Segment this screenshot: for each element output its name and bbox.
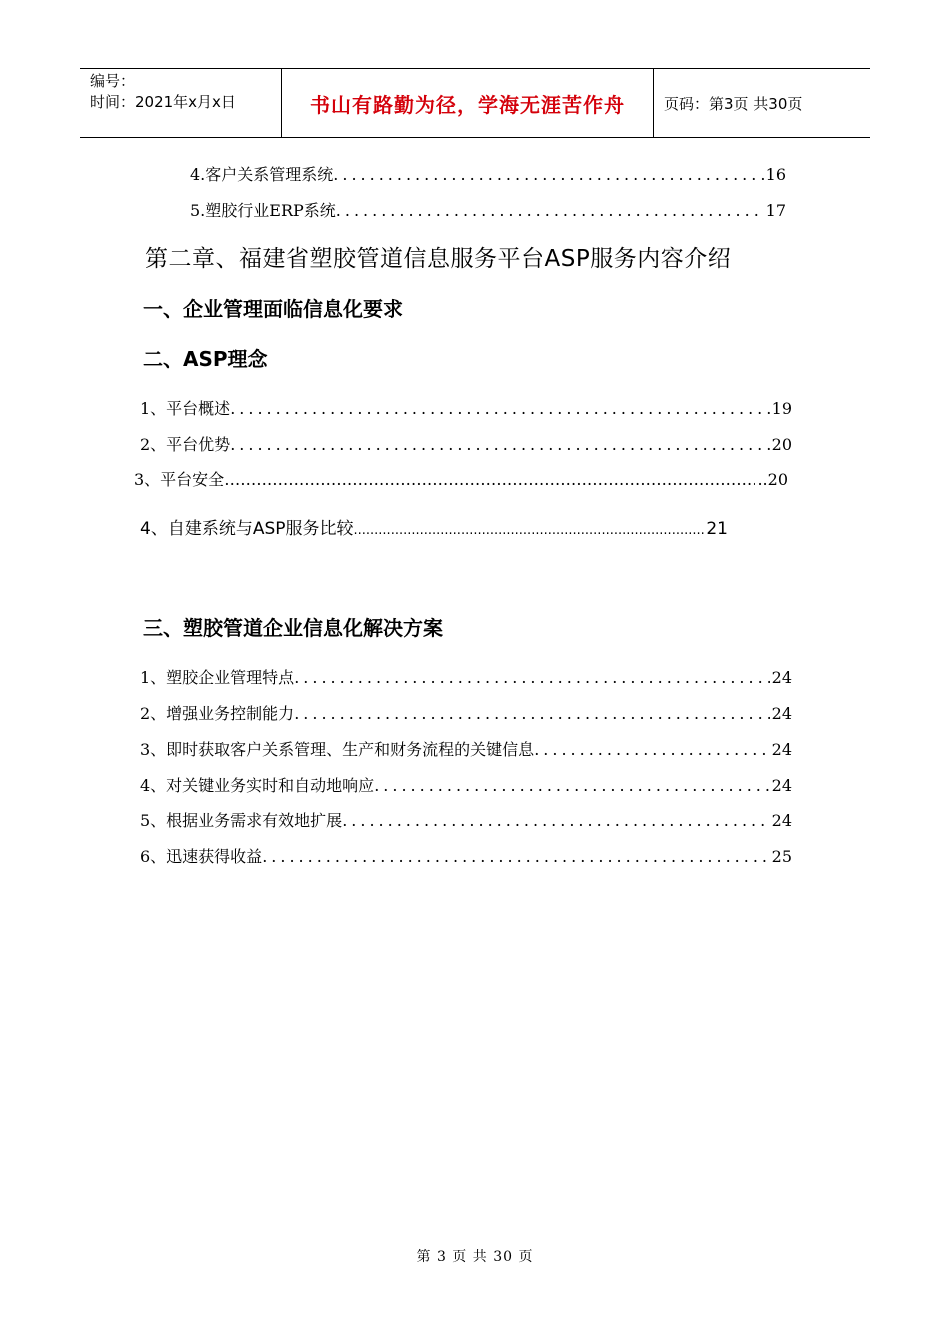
toc-entry-page: 25 — [771, 847, 792, 866]
header-meta — [80, 69, 282, 137]
toc-entry[interactable] — [140, 773, 792, 796]
toc-entry-page: 16 — [765, 165, 786, 184]
toc-leader — [224, 470, 755, 489]
number-label: 编号： — [90, 72, 136, 90]
toc-entry[interactable] — [140, 737, 792, 760]
toc-entry[interactable] — [140, 396, 792, 419]
toc-entry-page: 19 — [771, 399, 792, 418]
toc-entry[interactable] — [140, 808, 792, 831]
toc-entry-label: 1、平台概述 — [140, 399, 231, 418]
toc-leader — [354, 523, 705, 538]
section-title-1: 一、企业管理面临信息化要求 — [143, 297, 403, 321]
chapter-title: 第二章、福建省塑胶管道信息服务平台ASP服务内容介绍 — [145, 246, 732, 272]
toc-entry-page: 24 — [771, 776, 792, 795]
toc-leader — [230, 435, 769, 454]
toc-entry-label: 5.塑胶行业ERP系统 — [190, 201, 336, 220]
toc-entry[interactable] — [140, 665, 792, 688]
toc-entry[interactable] — [140, 432, 792, 455]
toc-entry-label: 4.客户关系管理系统 — [190, 165, 334, 184]
toc-entry[interactable] — [190, 162, 786, 185]
toc-entry-page: ..20 — [757, 470, 788, 489]
toc-entry[interactable] — [190, 198, 786, 221]
toc-entry-page: 21 — [706, 519, 728, 539]
toc-entry-label: 4、自建系统与ASP服务比较 — [140, 519, 354, 539]
toc-entry[interactable] — [140, 514, 728, 539]
toc-entry-label: 1、塑胶企业管理特点 — [140, 668, 295, 687]
toc-leader — [262, 847, 769, 866]
page-footer: 第 3 页 共 30 页 — [416, 1249, 534, 1265]
header-page-info: 页码：第3页 共30页 — [664, 94, 803, 113]
section-title-2: 二、ASP理念 — [143, 347, 268, 371]
toc-entry-label: 6、迅速获得收益 — [140, 847, 263, 866]
toc-entry[interactable] — [140, 701, 792, 724]
toc-leader — [294, 668, 769, 687]
toc-leader — [333, 165, 763, 184]
page-header — [80, 68, 870, 138]
section-title-3: 三、塑胶管道企业信息化解决方案 — [143, 616, 443, 640]
toc-entry[interactable] — [140, 844, 792, 867]
time-label: 时间：2021年x月x日 — [90, 93, 236, 111]
toc-leader — [336, 201, 764, 220]
toc-entry-label: 3、即时获取客户关系管理、生产和财务流程的关键信息 — [140, 740, 535, 759]
toc-entry-label: 3、平台安全 — [134, 470, 225, 489]
toc-leader — [534, 740, 769, 759]
toc-leader — [230, 399, 769, 418]
toc-leader — [294, 704, 769, 723]
toc-entry-page: 20 — [771, 435, 792, 454]
toc-leader — [374, 776, 769, 795]
toc-entry-page: 17 — [765, 201, 786, 220]
toc-entry-label: 2、增强业务控制能力 — [140, 704, 295, 723]
toc-entry-label: 2、平台优势 — [140, 435, 231, 454]
toc-entry-page: 24 — [771, 668, 792, 687]
toc-entry-page: 24 — [771, 704, 792, 723]
toc-entry-label: 4、对关键业务实时和自动地响应 — [140, 776, 375, 795]
header-motto: 书山有路勤为径，学海无涯苦作舟 — [282, 69, 654, 137]
toc-entry[interactable] — [134, 467, 788, 490]
toc-entry-label: 5、根据业务需求有效地扩展 — [140, 811, 343, 830]
toc-leader — [342, 811, 769, 830]
toc-entry-page: 24 — [771, 740, 792, 759]
toc-entry-page: 24 — [771, 811, 792, 830]
